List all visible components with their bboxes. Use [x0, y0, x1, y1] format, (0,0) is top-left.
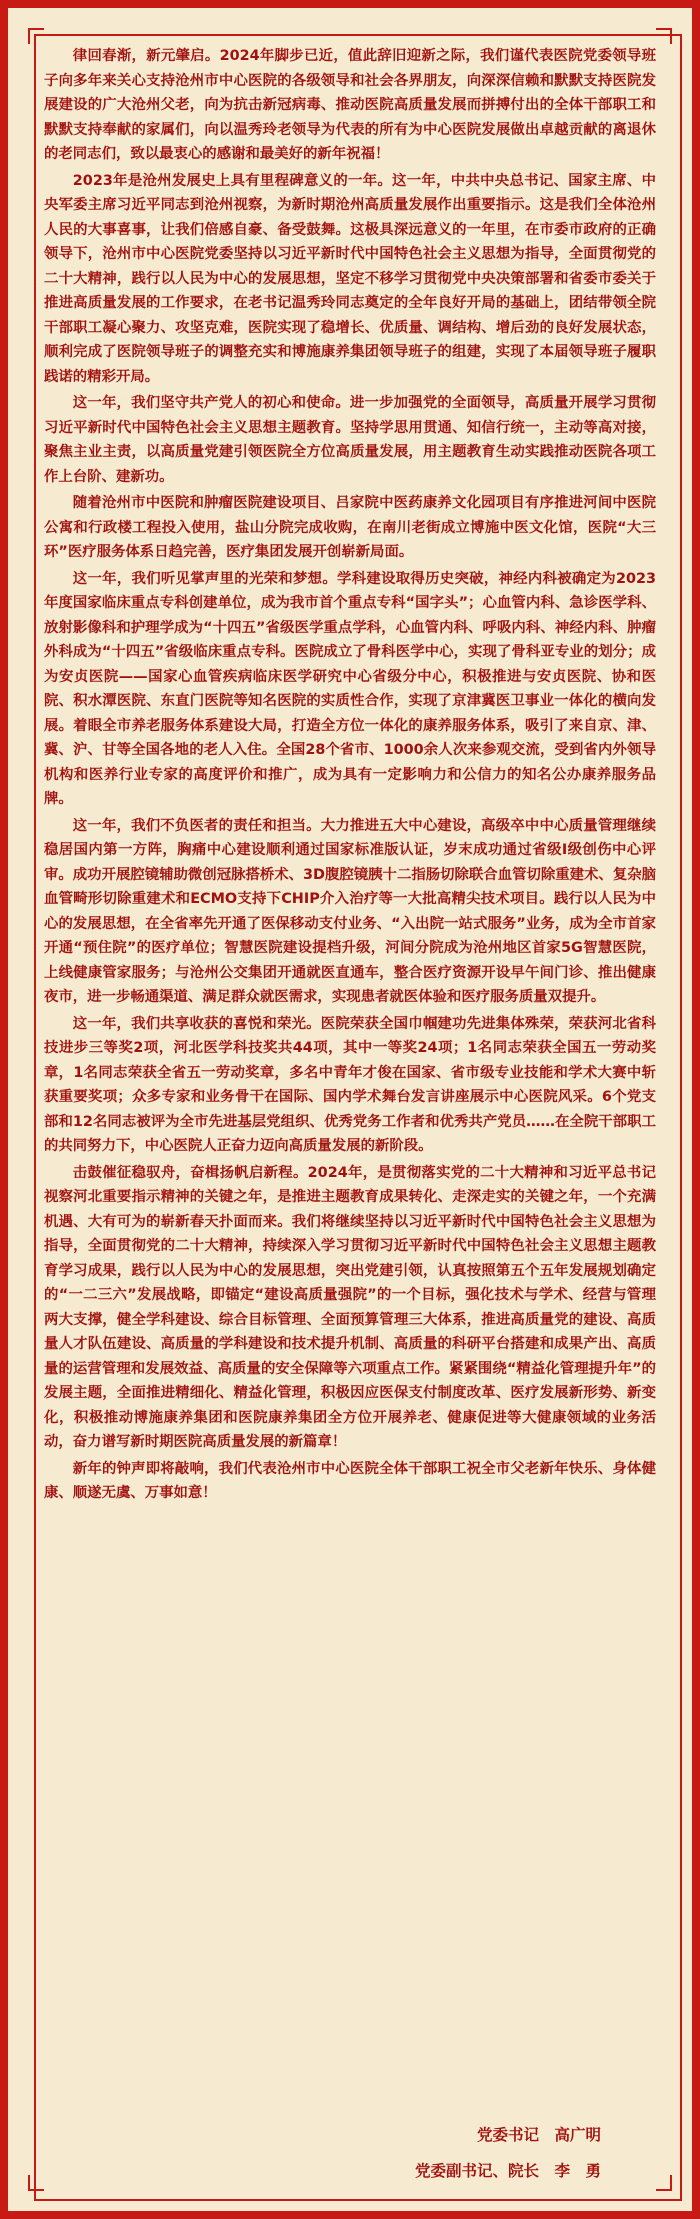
- paragraph-greeting: 律回春渐，新元肇启。2024年脚步已近，值此辞旧迎新之际，我们谨代表医院党委领导班子向多年来关心支持沧州市中心医院的各级领导和社会各界朋友，向深深信赖和默默支持医院发展建设的广大沧州父老，向为抗击新冠病毒、推动医院高质量发展而拼搏付出的全体干部职工和默默支持奉献的家属们，向以温秀玲老领导为代表的所有为中心医院发展做出卓越贡献的离退休的老同志们，致以最衷心的感谢和最美好的新年祝福！: [44, 48, 656, 162]
- signature-president: 党委副书记、院长 李 勇: [414, 2162, 601, 2180]
- signature-party-secretary: 党委书记 高广明: [476, 2126, 601, 2144]
- corner-ornament-bottom-right: [656, 2175, 672, 2191]
- letter-body: [44, 44, 656, 2179]
- paragraph-review-2023: 2023年是沧州发展史上具有里程碑意义的一年。这一年，中共中央总书记、国家主席、中央军委主席习近平同志到沧州视察，为新时期沧州高质量发展作出重要指示。这是我们全体沧州人民的大事喜事，让我们倍感自豪、备受鼓舞。这极具深远意义的一年里，在市委市政府的正确领导下，沧州市中心医院党委坚持以习近平新时代中国特色社会主义思想为指导，全面贯彻党的二十大精神，践行以人民为中心的发展思想，坚定不移学习贯彻党中央决策部署和省委市委关于推进高质量发展的工作要求，在老书记温秀玲同志奠定的全年良好开局的基础上，团结带领全院干部职工凝心聚力、攻坚克难，医院实现了稳增长、优质量、调结构、增后劲的良好发展状态，顺利完成了医院领导班子的调整充实和博施康养集团领导班子的组建，实现了本届领导班子履职践诺的精彩开局。: [44, 172, 656, 385]
- paragraph-projects: 随着沧州市中医院和肿瘤医院建设项目、吕家院中医药康养文化园项目有序推进河间中医院公寓和行政楼工程投入使用，盐山分院完成收购，在南川老街成立博施中医文化馆，医院“大三环”医疗服务体系日趋完善，医疗集团发展开创崭新局面。: [44, 495, 656, 560]
- paragraph-party-building: 这一年，我们坚守共产党人的初心和使命。进一步加强党的全面领导，高质量开展学习贯彻习近平新时代中国特色社会主义思想主题教育。坚持学思用贯通、知信行统一，主动等高对接，聚焦主业主责，以高质量党建引领医院全方位高质量发展，用主题教育生动实践推动医院各项工作上台阶、建新功。: [44, 395, 656, 485]
- paragraph-responsibility: 这一年，我们不负医者的责任和担当。大力推进五大中心建设，高级卒中中心质量管理继续稳居国内第一方阵，胸痛中心建设顺利通过国家标准版认证，岁末成功通过省级Ⅰ级创伤中心评审。成功开展腔镜辅助微创冠脉搭桥术、3D腹腔镜胰十二指肠切除联合血管切除重建术、复杂脑血管畸形切除重建术和ECMO支持下CHIP介入治疗等一大批高精尖技术项目。践行以人民为中心的发展思想，在全省率先开通了医保移动支付业务、“入出院一站式服务”业务，成为全市首家开通“预住院”的医疗单位；智慧医院建设提档升级，河间分院成为沧州地区首家5G智慧医院，上线健康管家服务；与沧州公交集团开通就医直通车，整合医疗资源开设早午间门诊、推出健康夜市，进一步畅通渠道、满足群众就医需求，实现患者就医体验和医疗服务质量双提升。: [44, 817, 656, 1005]
- corner-ornament-top-left: [28, 28, 44, 44]
- paragraph-disciplines: 这一年，我们听见掌声里的光荣和梦想。学科建设取得历史突破，神经内科被确定为2023年度国家临床重点专科创建单位，成为我市首个重点专科“国字头”；心血管内科、急诊医学科、放射影像科和护理学成为“十四五”省级医学重点学科，心血管内科、呼吸内科、神经内科、肿瘤外科成为“十四五”省级临床重点专科。医院成立了骨科医学中心，实现了骨科亚专业的划分；成为安贞医院——国家心血管疾病临床医学研究中心省级分中心，积极推进与安贞医院、协和医院、积水潭医院、东直门医院等知名医院的实质性合作，实现了京津冀医卫事业一体化的横向发展。着眼全市养老服务体系建设大局，打造全方位一体化的康养服务体系，吸引了来自京、津、冀、沪、甘等全国各地的老人入住。全国28个省市、1000余人次来参观交流，受到省内外领导机构和医养行业专家的高度评价和推广，成为具有一定影响力和公信力的知名公办康养服务品牌。: [44, 570, 656, 807]
- paragraph-outlook-2024: 击鼓催征稳驭舟，奋楫扬帆启新程。2024年，是贯彻落实党的二十大精神和习近平总书记视察河北重要指示精神的关键之年，是推进主题教育成果转化、走深走实的关键之年，一个充满机遇、大有可为的崭新春天扑面而来。我们将继续坚持以习近平新时代中国特色社会主义思想为指导，全面贯彻党的二十大精神，持续深入学习贯彻习近平新时代中国特色社会主义思想主题教育学习成果，践行以人民为中心的发展思想，突出党建引领，认真按照第五个五年发展规划确定的“一二三六”发展战略，即锚定“建设高质量强院”的一个目标，强化技术与学术、经营与管理两大支撑，健全学科建设、综合目标管理、全面预算管理三大体系，推进高质量党的建设、高质量人才队伍建设、高质量的学科建设和技术提升机制、高质量的科研平台搭建和成果产出、高质量的运营管理和发展效益、高质量的安全保障等六项重点工作。紧紧围绕“精益化管理提升年”的发展主题，全面推进精细化、精益化管理，积极因应医保支付制度改革、医疗发展新形势、新变化，积极推动博施康养集团和医院康养集团全方位开展养老、健康促进等大健康领域的业务活动，奋力谱写新时期医院高质量发展的新篇章！: [44, 1164, 656, 1450]
- corner-ornament-bottom-left: [28, 2175, 44, 2191]
- corner-ornament-top-right: [656, 28, 672, 44]
- paragraph-honors: 这一年，我们共享收获的喜悦和荣光。医院荣获全国巾帼建功先进集体殊荣，荣获河北省科技进步三等奖2项，河北医学科技奖共44项，其中一等奖24项；1名同志荣获全国五一劳动奖章，1名同志荣获全省五一劳动奖章，多名中青年才俊在国家、省市级专业技能和学术大赛中斩获重要奖项；众多专家和业务骨干在国际、国内学术舞台发言讲座展示中心医院风采。6个党支部和12名同志被评为全市先进基层党组织、优秀党务工作者和优秀共产党员……在全院干部职工的共同努力下，中心医院人正奋力迈向高质量发展的新阶段。: [44, 1015, 656, 1154]
- paragraph-blessing: 新年的钟声即将敲响，我们代表沧州市中心医院全体干部职工祝全市父老新年快乐、身体健康、顺遂无虞、万事如意！: [44, 1460, 656, 1501]
